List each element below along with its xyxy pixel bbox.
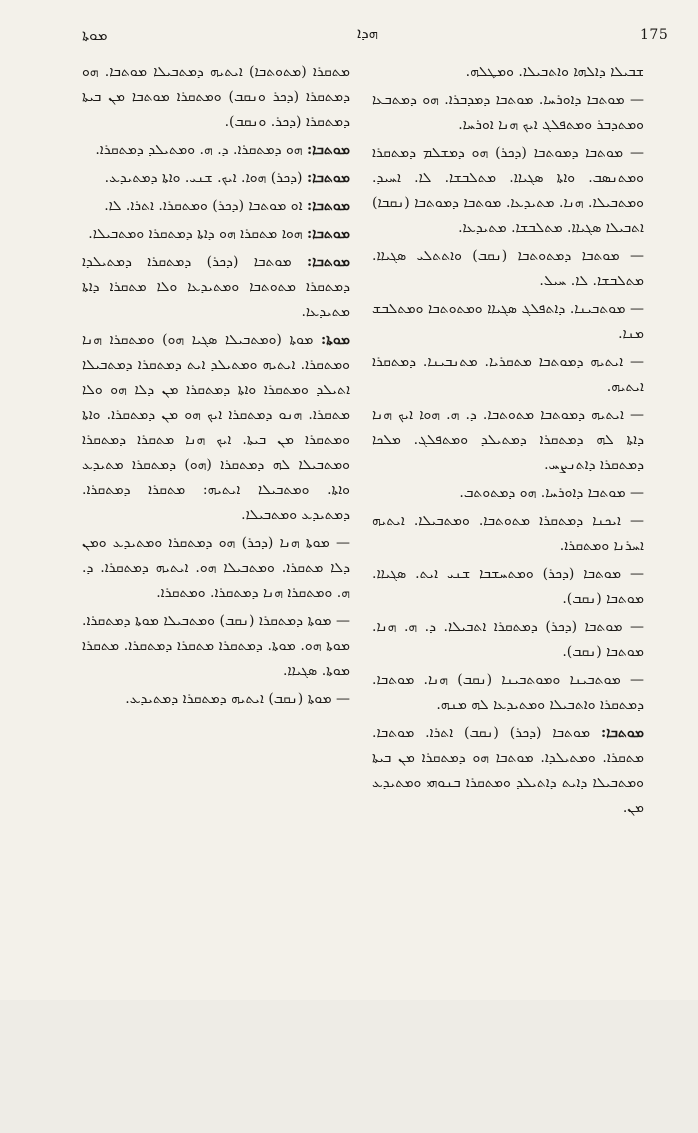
entry-text: — ܡܘܬܒܝܢܐ. ܕܐܬܦܠܓ ܣܓܝܐܐ ܘܡܬܘܬܒܐ ܘܡܬܠܒܫ ܡܢܐ.: [372, 301, 644, 342]
dictionary-entry: [82, 609, 350, 684]
entry-headword: ܡܘܬܒܐ:: [307, 254, 351, 270]
entry-text: — ܡܘܬܒܐ (ܕܟܪ) ܘܡܬܚܫܒܐ ܫܢܝ ܐܝܬ. ܣܓܝܐܐ. ܡܘܬܒܐ (ܢܩܒ).: [372, 566, 644, 607]
entry-text: — ܐܝܬܝܗ ܕܡܘܬܒܐ ܡܬܘܬܒܐ. ܕ. ܗ. ܗܘܐ ܐܝܟ ܗܢܐ ܕܐܬܐ ܠܗ ܕܡܬܩܪܐ ܕܡܬܝܠܕ ܘܡܬܦܠܓ. ܡܠܟܐ ܕܡܬܩܪܐ ܕܐܬܢܨܚ.: [372, 407, 644, 473]
dictionary-entry: [82, 222, 350, 247]
entry-text: ܡܘܬܒܐ (ܕܟܪ) ܕܡܬܩܪܐ ܕܡܬܝܠܕܐ ܕܡܬܩܪܐ ܡܬܘܬܒܐ ܘܡܬܝܕܥܐ ܘܠܐ ܡܬܩܪܐ ܕܐܬܐ ܡܬܝܕܥܐ.: [82, 254, 350, 320]
entry-text: — ܡܘܬܒܐ ܕܡܘܬܒܐ (ܕܟܪ) ܗܘ ܕܡܫܠܡ ܕܡܬܩܪܐ ܘܡܬܢܣܒ. ܘܐܬܐ ܣܓܝܐܐ. ܡܬܠܒܫܐ. ܠܐ. ܐܚܝܕ. ܘܡܬܒܝܠܐ. ܗܢܐ. ܡܬܝܕܥܐ. ܡܘܬܒܐ ܕܡܘܬܒܐ (ܢܩܒܐ) ܐܬܒܝܠܐ ܣܓܝܐܐ. ܡܬܠܒܫܐ. ܡܬܝܕܥܐ.: [372, 145, 644, 236]
running-head-left: ܡܘܬܐ: [82, 26, 108, 44]
dictionary-entry: [82, 138, 350, 163]
entry-text: — ܡܘܬܐ ܗܢܐ (ܕܟܪ) ܗܘ ܕܡܬܩܪܐ ܘܡܬܝܕܥ ܘܡܢ ܕܠܐ ܡܬܩܪܐ. ܘܡܬܒܝܠܐ ܗܘ. ܐܝܬܝܗ ܕܡܬܩܪܐ. ܕ. ܗ. ܘܡܬܩܪܐ ܗܢܐ ܕܡܬܩܪܐ. ܘܡܬܩܪܐ.: [82, 535, 350, 601]
right-column: [372, 60, 644, 960]
entry-text: — ܡܘܬܒܐ ܕܡܬܘܬܒܐ (ܢܩܒ) ܘܐܬܬܠܝ ܣܓܝܐܐ. ܡܬܠܒܫܐ. ܠܐ. ܚܝܠ.: [372, 248, 644, 289]
entry-headword: ܡܘܬܒܐ:: [600, 725, 644, 741]
entry-text: — ܐܝܬܝܗ ܕܡܘܬܒܐ ܡܬܩܪܝܐ. ܡܬܢܒܝܢܐ. ܕܡܬܩܪܐ ܐܝܬܝܗ.: [372, 354, 644, 395]
entry-text: ܡܘܬܒܐ (ܕܟܪ) (ܢܩܒ) ܐܬܪܐ. ܡܘܬܒܐ. ܡܬܩܪܐ. ܘܡܬܝܠܕܐ. ܡܘܬܒܐ ܗܘ ܕܡܬܩܪܐ ܡܢ ܒܝܬܐ ܘܡܬܒܝܠܐ ܕܐܝܬ ܕܐܬܝܠܕ ܘܡܬܩܪܐ ܒܢܘܗܝ ܘܡܬܝܕܥ ܡܢ.: [372, 725, 644, 816]
dictionary-entry: [372, 297, 644, 347]
left-column: [82, 60, 350, 960]
page-number: 175: [640, 27, 669, 43]
dictionary-entry: [372, 244, 644, 294]
entry-text: ܗܘܐ ܡܬܩܪܐ ܗܘ ܕܐܬܐ ܕܡܬܩܪܐ ܘܡܬܒܝܠܐ.: [88, 226, 303, 242]
entry-headword: ܡܘܬܒܐ:: [306, 226, 350, 242]
dictionary-entry: [372, 88, 644, 138]
entry-headword: ܡܘܬܒܐ:: [306, 170, 350, 186]
dictionary-entry: [82, 328, 350, 528]
dictionary-entry: [82, 194, 350, 219]
dictionary-entry: [82, 250, 350, 325]
page-header: [0, 0, 698, 60]
entry-text: — ܡܘܬܒܐ ܕܐܘܪܚܐ. ܗܘ ܕܡܬܘܬܒ.: [459, 485, 644, 501]
dictionary-entry: [372, 481, 644, 506]
dictionary-entry: [372, 721, 644, 821]
page-bottom-margin: [0, 1000, 698, 1133]
entry-text: (ܕܟܪ) ܗܘܐ. ܐܝܟ. ܫܢܝ. ܘܐܬܐ ܕܡܬܝܕܥ.: [104, 170, 303, 186]
entry-text: ܗܘ ܕܡܬܩܪܐ. ܕ. ܗ. ܘܡܬܝܠܕ ܕܡܬܩܪܐ.: [95, 142, 303, 158]
dictionary-entry: [82, 60, 350, 135]
entry-text: — ܡܘܬܒܝܢܐ ܘܡܘܬܒܝܢܐ (ܢܩܒ) ܗܢܐ. ܡܘܬܒܐ. ܕܡܬܩܪܐ ܘܐܬܒܝܠܐ ܘܡܬܝܕܥܐ ܠܗ ܡܢܗ.: [372, 672, 644, 713]
dictionary-entry: [372, 60, 644, 85]
dictionary-entry: [372, 509, 644, 559]
dictionary-entry: [372, 350, 644, 400]
entry-text: — ܡܘܬܒܐ ܕܐܘܪܚܐ. ܡܘܬܒܐ ܕܡܕܒܪܐ. ܗܘ ܕܡܬܒܥܐ ܘܡܬܕܒܪ ܘܡܬܦܠܓ ܐܝܟ ܗܢܐ ܐܘܪܚܐ.: [372, 92, 644, 133]
dictionary-entry: [372, 403, 644, 478]
dictionary-entry: [372, 668, 644, 718]
entry-text: — ܡܘܬܒܐ (ܕܟܪ) ܕܡܬܩܪܐ ܐܬܒܝܠܐ. ܕ. ܗ. ܗܢܐ. ܡܘܬܒܐ (ܢܩܒ).: [372, 619, 644, 660]
entry-headword: ܡܘܬܒܐ:: [306, 198, 350, 214]
entry-text: — ܡܘܬܐ (ܢܩܒ) ܐܝܬܝܗ ܕܡܬܩܪܐ ܕܡܬܝܕܥ.: [125, 691, 350, 707]
entry-text: — ܐܝܟܢܐ ܕܡܬܩܪܐ ܡܬܘܬܒܐ. ܘܡܬܒܝܠܐ. ܐܝܬܝܗ ܐܚܪܢܐ ܘܡܬܩܪܐ.: [372, 513, 644, 554]
entry-text: ܫܒܝܠܐ ܕܐܠܗܐ ܘܐܬܒܝܠܐ. ܘܡܛܠܗ.: [465, 64, 644, 80]
dictionary-entry: [82, 687, 350, 712]
dictionary-entry: [372, 141, 644, 241]
dictionary-entry: [82, 531, 350, 606]
dictionary-entry: [372, 615, 644, 665]
entry-text: — ܡܘܬܐ ܕܡܬܩܪܐ (ܢܩܒ) ܘܡܬܒܝܠܐ ܡܘܬܐ ܕܡܬܩܪܐ. ܡܘܬܐ ܗܘ. ܡܘܬܐ. ܕܡܬܩܪܐ ܡܬܩܪܐ ܕܡܬܩܪܐ. ܡܬܩܪܐ ܡܘܬܐ. ܣܓܝܐܐ.: [82, 613, 350, 679]
entry-headword: ܡܘܬܒܐ:: [306, 142, 350, 158]
entry-text: ܐܘ ܡܘܬܒܐ (ܕܟܪ) ܘܡܬܩܪܐ. ܐܬܪܐ. ܠܐ.: [104, 198, 303, 214]
dictionary-entry: [372, 562, 644, 612]
entry-text: ܡܘܬܐ (ܘܡܬܒܝܠܐ ܣܓܝܐ ܗܘ) ܘܡܬܩܪܐ ܗܢܐ ܘܡܬܩܪܐ. ܐܝܬܝܗ ܘܡܬܝܠܕ ܐܝܬ ܕܡܬܩܪܐ ܕܡܬܒܝܠܐ ܐܬܝܠܕ ܘܡܬܩܪܐ ܘܐܬܐ ܕܡܬܩܪܐ ܡܢ ܕܠܐ ܗܘ ܘܠܐ ܡܬܩܪܐ. ܗܢܘ ܕܡܬܩܪܐ ܐܝܟ ܗܘ ܡܢ ܕܡܬܩܪܐ. ܘܐܬܐ ܘܡܬܩܪܐ ܡܢ ܒܝܬܐ. ܐܝܟ ܗܢܐ ܡܬܩܪܐ ܕܡܬܩܪܐ ܘܡܬܒܝܠܐ ܠܗ ܕܡܬܩܪܐ (ܗܘ) ܕܡܬܩܪܐ ܡܬܝܕܥ ܘܐܬܐ. ܘܡܬܒܝܠܐ ܐܝܬܝܗ: ܡܬܩܪܐ ܕܡܬܩܪܐ. ܕܡܬܝܕܥ ܘܡܬܒܝܠܐ.: [82, 332, 350, 523]
running-head-center: ܗܕܐ: [357, 24, 379, 42]
entry-text: ܡܬܩܪܐ (ܡܬܘܬܒܐ) ܐܝܬܝܗ ܕܡܬܒܝܠܐ ܡܘܬܒܐ. ܗܘ ܕܡܬܩܪܐ (ܕܟܪ ܘܢܩܒ) ܘܡܬܩܪܐ ܡܘܬܒܐ ܡܢ ܒܝܬܐ ܕܡܬܩܪܐ (ܕܟܪ. ܘܢܩܒ).: [82, 64, 350, 130]
dictionary-entry: [82, 166, 350, 191]
entry-headword: ܡܘܬܐ:: [320, 332, 350, 348]
